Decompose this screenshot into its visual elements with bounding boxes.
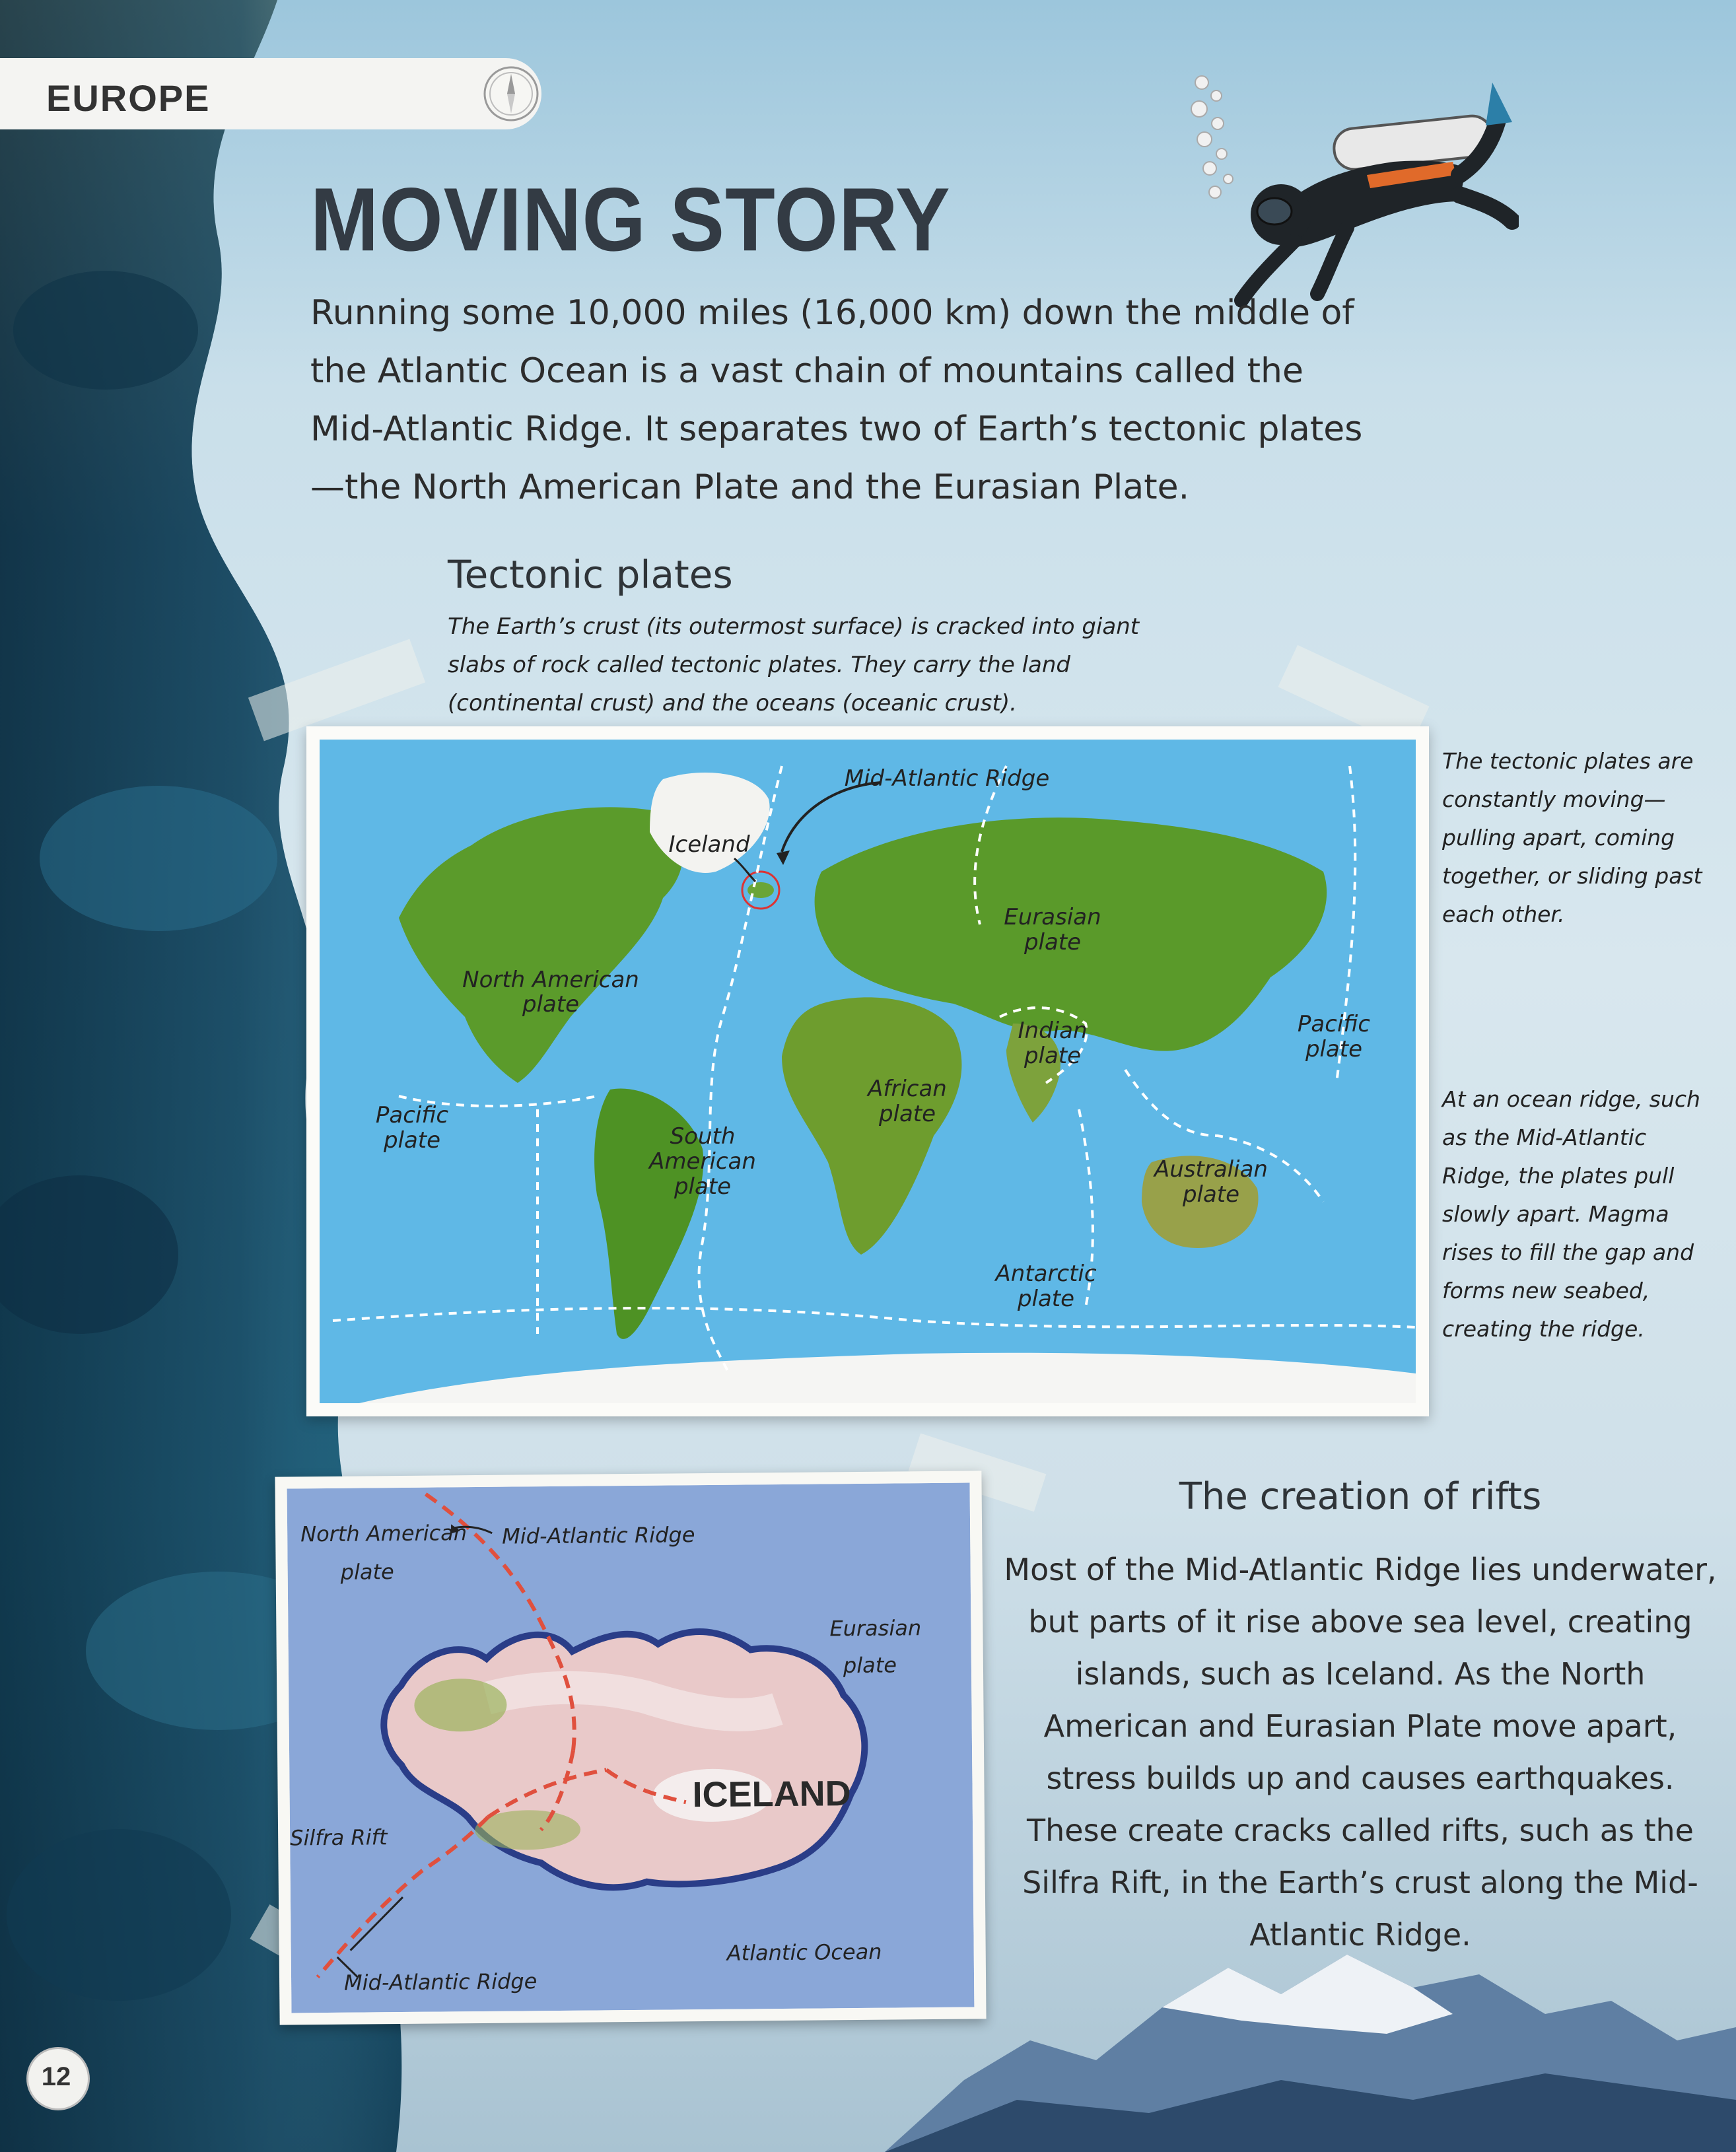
world-map-card bbox=[306, 726, 1429, 1416]
intro-paragraph: Running some 10,000 miles (16,000 km) down the middle of the Atlantic Ocean is a vast chain of mountains called the Mid-Atlantic Ridge. It separates two of Earth’s tectonic plates—the North American Plate and the Eurasian Plate. bbox=[310, 293, 1363, 507]
tectonic-plates-heading: Tectonic plates bbox=[448, 552, 733, 597]
iceland-label-north-american-plate-2: plate bbox=[340, 1559, 394, 1585]
label-australian-plate: Australian bbox=[1154, 1156, 1268, 1183]
page-number: 12 bbox=[41, 2062, 71, 2091]
side-note-ocean-ridge: At an ocean ridge, such as the Mid-Atlantic Ridge, the plates pull slowly apart. Magma rises to fill the gap and forms new seabed, creating the ridge. bbox=[1442, 1086, 1700, 1342]
label-pacific-plate-west: Pacific bbox=[375, 1102, 449, 1128]
label-pacific-plate-east-2: plate bbox=[1305, 1036, 1363, 1062]
iceland-map bbox=[287, 1483, 975, 2013]
label-eurasian-plate-2: plate bbox=[1024, 929, 1082, 955]
label-mid-atlantic-ridge: Mid-Atlantic Ridge bbox=[844, 765, 1050, 792]
mountain-illustration bbox=[885, 1928, 1736, 2152]
iceland-label-north-american-plate: North American bbox=[300, 1520, 468, 1547]
label-south-american-plate: South bbox=[670, 1123, 736, 1150]
label-african-plate-2: plate bbox=[878, 1101, 936, 1127]
label-antarctic-plate-2: plate bbox=[1017, 1286, 1075, 1312]
label-african-plate: African bbox=[868, 1076, 947, 1102]
iceland-label-name: ICELAND bbox=[692, 1774, 851, 1815]
iceland-label-ridge-top: Mid-Atlantic Ridge bbox=[502, 1522, 695, 1549]
label-indian-plate-2: plate bbox=[1024, 1043, 1082, 1069]
iceland-label-atlantic-ocean: Atlantic Ocean bbox=[726, 1939, 882, 1966]
iceland-label-silfra-rift: Silfra Rift bbox=[290, 1824, 388, 1851]
label-pacific-plate-west-2: plate bbox=[383, 1127, 441, 1154]
world-map bbox=[320, 740, 1416, 1403]
side-note-plates-moving: The tectonic plates are constantly moving—pulling apart, coming together, or sliding past each other. bbox=[1442, 748, 1702, 927]
rifts-heading: The creation of rifts bbox=[1179, 1475, 1542, 1518]
iceland-label-eurasian-plate-2: plate bbox=[843, 1652, 897, 1679]
label-south-american-plate-3: plate bbox=[674, 1173, 732, 1200]
tectonic-plates-description: The Earth’s crust (its outermost surface) is cracked into giant slabs of rock called tectonic plates. They carry the land (continental crust) and the oceans (oceanic crust). bbox=[448, 613, 1140, 716]
scuba-diver-icon bbox=[1175, 63, 1519, 314]
page-title: MOVING STORY bbox=[310, 170, 951, 270]
rifts-paragraph: Most of the Mid-Atlantic Ridge lies underwater, but parts of it rise above sea level, creating islands, such as Iceland. As the North American and Eurasian Plate move apart, stress builds up and causes earthquakes. These create cracks called rifts, such as the Silfra Rift, in the Earth’s crust along the Mid-Atlantic Ridge. bbox=[1004, 1552, 1717, 1953]
section-label: EUROPE bbox=[46, 77, 211, 119]
label-north-american-plate: North American bbox=[462, 967, 639, 993]
iceland-label-ridge-bottom: Mid-Atlantic Ridge bbox=[343, 1968, 538, 1996]
iceland-map-card bbox=[275, 1471, 986, 2025]
compass-icon bbox=[482, 65, 540, 123]
label-eurasian-plate: Eurasian bbox=[1004, 904, 1101, 930]
label-north-american-plate-2: plate bbox=[522, 991, 580, 1018]
label-pacific-plate-east: Pacific bbox=[1297, 1011, 1371, 1037]
label-indian-plate: Indian bbox=[1018, 1018, 1088, 1044]
label-south-american-plate-2: American bbox=[649, 1148, 756, 1175]
label-antarctic-plate: Antarctic bbox=[995, 1261, 1097, 1287]
iceland-label-eurasian-plate: Eurasian bbox=[829, 1615, 922, 1642]
label-iceland: Iceland bbox=[668, 831, 750, 858]
label-australian-plate-2: plate bbox=[1182, 1181, 1240, 1208]
